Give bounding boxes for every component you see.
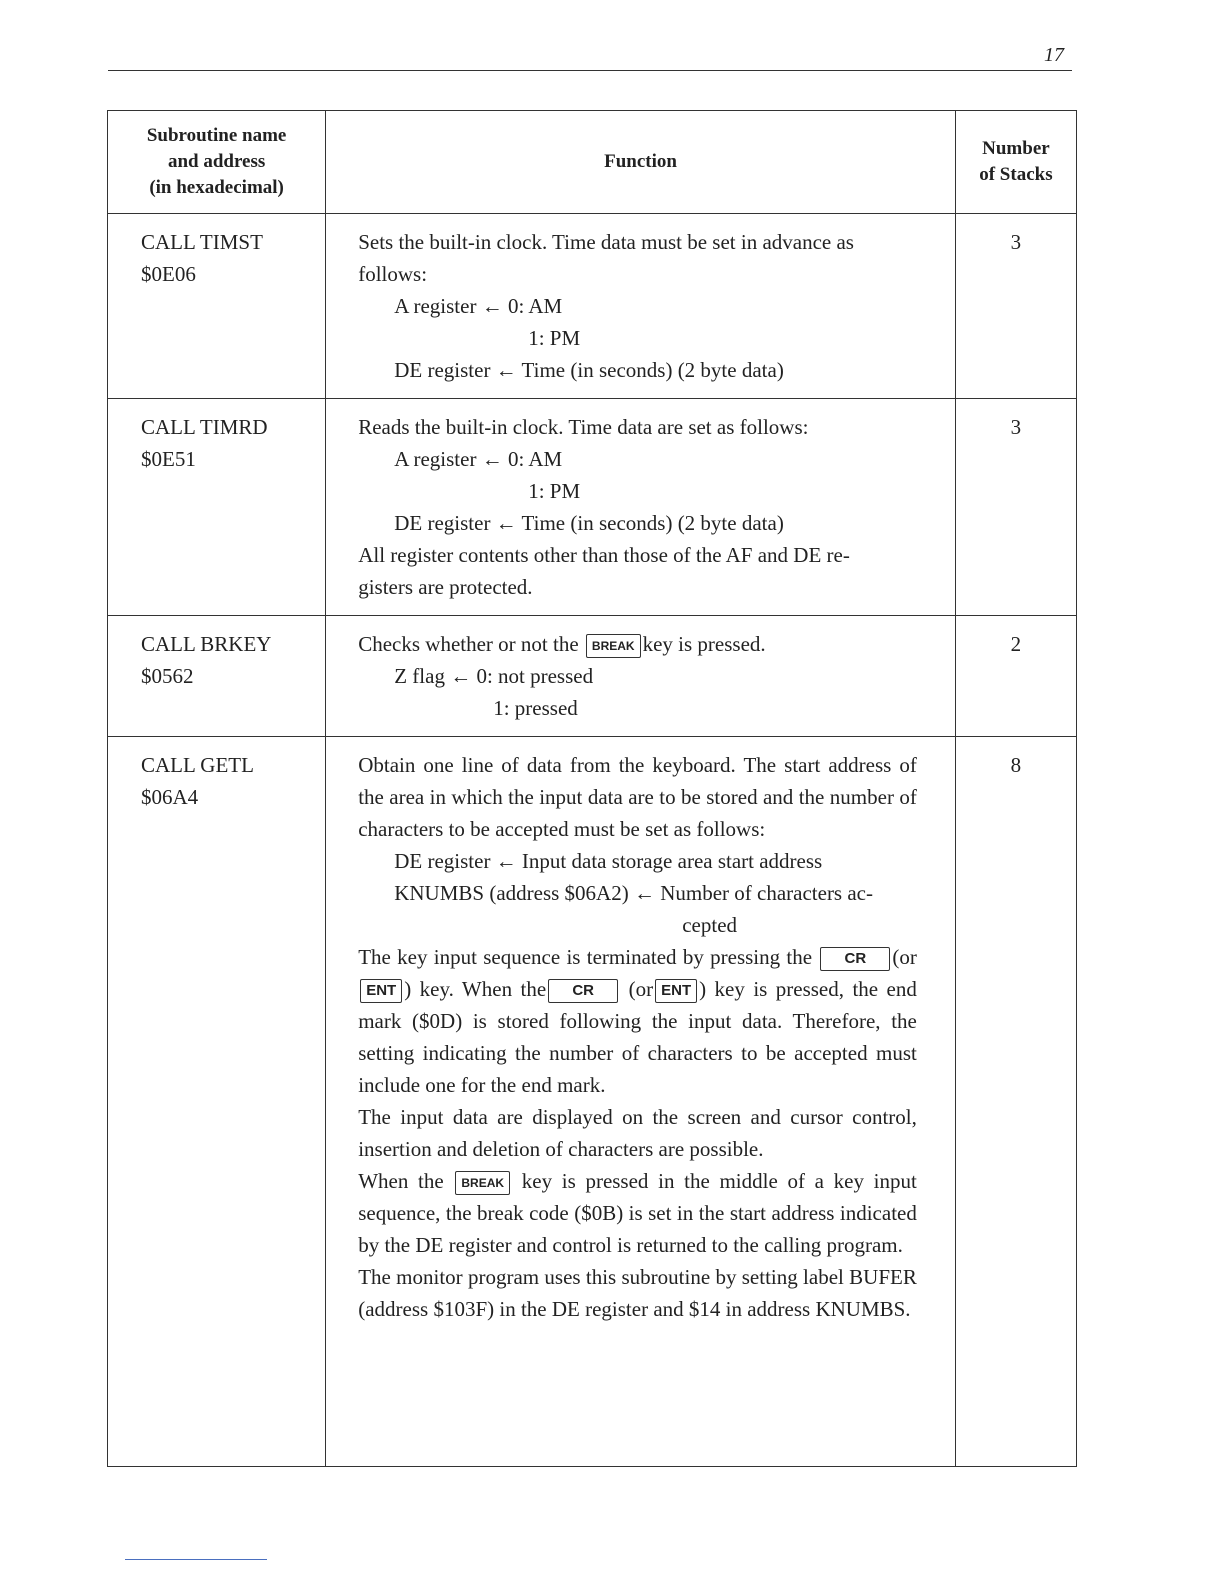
register-assignment: A register ← 0: AM <box>394 447 563 471</box>
footer-rule <box>125 1559 267 1560</box>
subroutine-address: $0562 <box>141 664 194 688</box>
table-header-row <box>108 111 1077 214</box>
table-row <box>108 737 1077 1467</box>
ent-key-icon: ENT <box>360 979 402 1003</box>
function-text: Checks whether or not the BREAK key is pressed. <box>358 628 917 660</box>
subroutine-name-cell <box>108 737 326 1467</box>
subroutine-name: CALL GETL <box>141 753 254 777</box>
subroutine-name: CALL TIMST <box>141 230 263 254</box>
function-text: gisters are protected. <box>358 575 533 599</box>
subroutine-table <box>107 110 1077 1467</box>
header-subroutine-name: Subroutine name and address (in hexadecimal) <box>108 111 326 214</box>
break-key-icon: BREAK <box>586 634 641 658</box>
header-number-of-stacks: Number of Stacks <box>955 111 1076 214</box>
register-assignment: A register ← 0: AM <box>394 294 563 318</box>
subroutine-name-cell <box>108 616 326 737</box>
subroutine-name-cell <box>108 399 326 616</box>
stack-count: 2 <box>955 616 1076 737</box>
stack-count: 8 <box>955 737 1076 1467</box>
register-value: 1: PM <box>528 479 581 503</box>
function-paragraph: Obtain one line of data from the keyboard. The start address of the area in which the input data are to be stored and the number of characters to be accepted must be set as follows: <box>358 753 917 841</box>
function-paragraph: The input data are displayed on the screen and cursor control, insertion and deletion of characters are possible. <box>358 1105 917 1161</box>
register-value: 1: PM <box>528 326 581 350</box>
register-assignment: DE register ← Time (in seconds) (2 byte data) <box>394 511 784 535</box>
stack-count: 3 <box>955 214 1076 399</box>
table-row <box>108 399 1077 616</box>
table-row <box>108 616 1077 737</box>
function-paragraph: The monitor program uses this subroutine by setting label BUFER (address $103F) in the DE register and $14 in address KNUMBS. <box>358 1265 917 1321</box>
ent-key-icon: ENT <box>655 979 697 1003</box>
register-assignment: KNUMBS (address $06A2) ← Number of characters ac- <box>394 881 873 905</box>
header-function: Function <box>326 111 956 214</box>
function-text: Reads the built-in clock. Time data are set as follows: <box>358 415 809 439</box>
register-assignment-continuation: cepted <box>682 913 738 937</box>
function-cell <box>326 214 956 399</box>
register-assignment: DE register ← Time (in seconds) (2 byte data) <box>394 358 784 382</box>
table-row <box>108 214 1077 399</box>
function-paragraph: When the BREAK key is pressed in the middle of a key input sequence, the break code ($0B) is set in the start address indicated by the DE register and control is returned to the calling program. <box>358 1169 917 1257</box>
register-assignment: DE register ← Input data storage area start address <box>394 849 823 873</box>
register-assignment: Z flag ← 0: not pressed <box>394 664 594 688</box>
function-paragraph: The key input sequence is terminated by pressing the CR (orENT ) key. When the CR (or ENT ) key is pressed, the end mark ($0D) is stored following the input data. Therefore, the setting indicating the number of characters to be accepted must include one for the end mark. <box>358 945 917 1097</box>
function-text: follows: <box>358 262 428 286</box>
top-rule <box>108 70 1072 71</box>
break-key-icon: BREAK <box>455 1171 510 1195</box>
cr-key-icon: CR <box>548 979 618 1003</box>
subroutine-name-cell <box>108 214 326 399</box>
subroutine-name: CALL TIMRD <box>141 415 268 439</box>
page-number: 17 <box>1044 44 1064 66</box>
cr-key-icon: CR <box>820 947 890 971</box>
function-cell <box>326 399 956 616</box>
subroutine-name: CALL BRKEY <box>141 632 272 656</box>
subroutine-address: $06A4 <box>141 785 199 809</box>
subroutine-address: $0E06 <box>141 262 196 286</box>
function-text: Sets the built-in clock. Time data must be set in advance as <box>358 230 854 254</box>
subroutine-address: $0E51 <box>141 447 196 471</box>
function-text: All register contents other than those of the AF and DE re- <box>358 543 850 567</box>
stack-count: 3 <box>955 399 1076 616</box>
register-value: 1: pressed <box>493 696 578 720</box>
function-cell <box>326 737 956 1467</box>
function-cell <box>326 616 956 737</box>
